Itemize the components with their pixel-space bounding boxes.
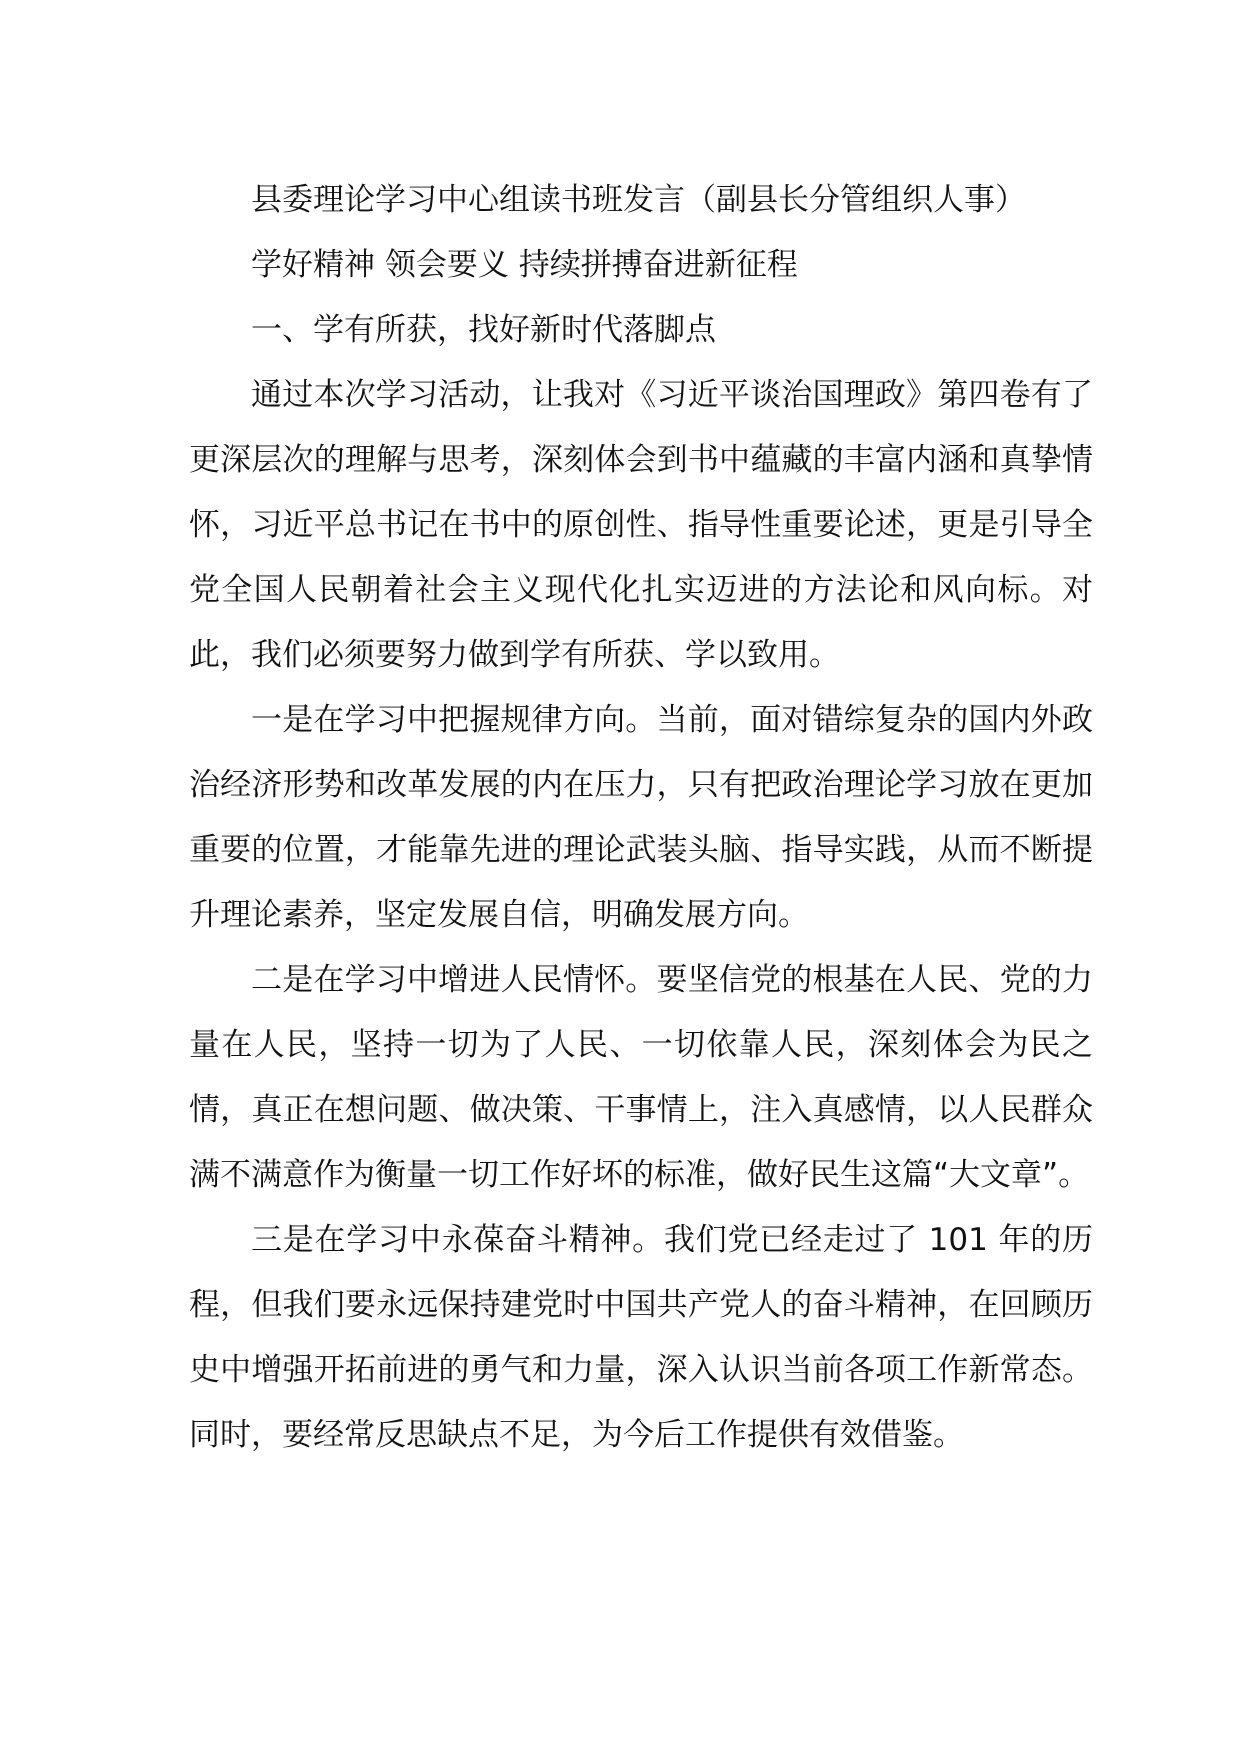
paragraph-point-two: 二是在学习中增进人民情怀。要坚信党的根基在人民、党的力量在人民，坚持一切为了人民、一切依靠人民，深刻体会为民之情，真正在想问题、做决策、干事情上，注入真感情，以人民群众满不满意作为衡量一切工作好坏的标准，做好民生这篇“大文章”。 [189, 962, 1093, 1193]
paragraph-point-three: 三是在学习中永葆奋斗精神。我们党已经走过了 101 年的历程，但我们要永远保持建党时中国共产党人的奋斗精神，在回顾历史中增强开拓前进的勇气和力量，深入认识当前各项工作新常态。同时，要经常反思缺点不足，为今后工作提供有效借鉴。 [189, 1222, 1093, 1453]
paragraph-intro: 通过本次学习活动，让我对《习近平谈治国理政》第四卷有了更深层次的理解与思考，深刻体会到书中蕴藏的丰富内涵和真挚情怀，习近平总书记在书中的原创性、指导性重要论述，更是引导全党全国人民朝着社会主义现代化扎实迈进的方法论和风向标。对此，我们必须要努力做到学有所获、学以致用。 [189, 377, 1093, 673]
document-subtitle: 学好精神 领会要义 持续拼搏奋进新征程 [251, 247, 798, 283]
section-heading: 一、学有所获，找好新时代落脚点 [251, 312, 716, 348]
document-body [189, 168, 1093, 1468]
paragraph-point-one: 一是在学习中把握规律方向。当前，面对错综复杂的国内外政治经济形势和改革发展的内在压力，只有把政治理论学习放在更加重要的位置，才能靠先进的理论武装头脑、指导实践，从而不断提升理论素养，坚定发展自信，明确发展方向。 [189, 702, 1093, 933]
document-title: 县委理论学习中心组读书班发言（副县长分管组织人事） [251, 182, 1026, 218]
